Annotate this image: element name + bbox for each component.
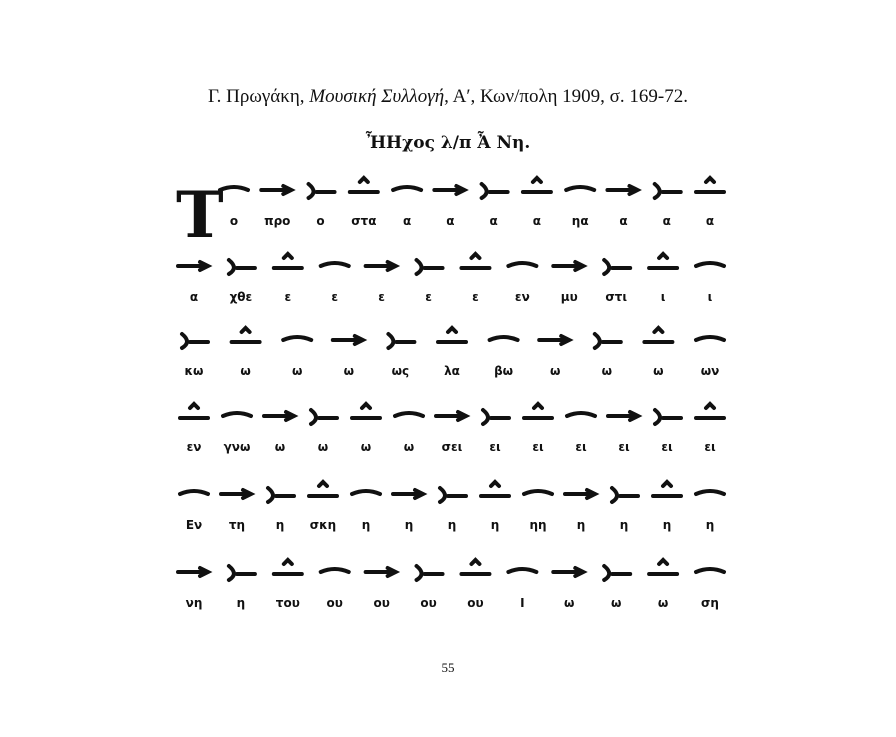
syllable: α [446,214,455,228]
syllable: η [236,596,246,610]
syllable: η [361,518,371,532]
neume-sign [508,263,536,266]
neume-sign [417,260,443,274]
neume-sign [653,482,681,496]
syllable: η [447,518,457,532]
syllable: α [402,214,412,228]
neume-sign [283,337,311,340]
neume-sign [508,569,536,572]
neume-sign [649,560,677,574]
neume-sign [461,254,489,268]
syllable: στα [351,214,377,228]
caption-details: , Α′, Κων/πολη 1909, σ. 169-72. [444,86,689,107]
neume-row [176,480,720,520]
neume-sign [309,184,335,198]
neume-sign [696,263,724,266]
neume-sign [311,410,337,424]
neume-row [176,252,720,292]
syllable: ει [575,440,587,454]
syllable: Εν [185,518,203,532]
syllable: στι [605,290,628,304]
syllable: σει [441,440,463,454]
syllable: ι [707,290,713,304]
neume-sign [696,491,724,494]
syllable: η [619,518,629,532]
neume-sign [523,178,551,192]
syllable: α [532,214,542,228]
neume-sign [553,568,583,576]
neume-sign [393,490,423,498]
neume-sign [440,488,466,502]
neume-sign [483,410,509,424]
syllable: ω [653,364,664,378]
syllable: εν [514,290,530,304]
neume-sign [461,560,489,574]
neume-sign [566,187,594,190]
syllable: του [275,596,300,610]
neume-sign [321,263,349,266]
syllable: ω [564,596,575,610]
neume-sign [180,491,208,494]
syllable: ε [284,290,292,304]
syllable: ει [532,440,544,454]
neume-sign [655,410,681,424]
neume-sign [565,490,595,498]
syllable: ω [240,364,251,378]
syllable: η [275,518,285,532]
syllable: ω [403,440,415,454]
syllable: ου [326,596,343,610]
neume-row [176,558,720,598]
syllable: ε [472,290,479,304]
neume-sign [220,187,248,190]
syllable: προ [264,214,291,228]
neume-sign [178,568,208,576]
neume-line-1 [176,176,720,253]
neume-sign [607,186,637,194]
neume-sign [221,490,251,498]
neume-sign [229,260,255,274]
syllable: ει [661,440,673,454]
neume-sign [436,412,466,420]
syllable: ου [420,596,437,610]
syllable: ου [373,596,390,610]
syllable: ω [343,364,355,378]
neume-sign [178,262,208,270]
syllable: μυ [560,290,578,304]
syllable: ων [700,364,720,378]
neume-sign [490,337,518,340]
syllable: ω [360,440,372,454]
neume-sign [417,566,443,580]
syllable: κω [184,364,204,378]
syllable: ηα [571,214,589,228]
syllable: γνω [223,440,251,454]
neume-row [176,326,720,366]
neume-sign [481,482,509,496]
syllable: α [619,214,628,228]
neume-sign [696,404,724,418]
neume-line-4 [176,402,720,474]
neume-sign [309,482,337,496]
neume-sign [393,187,421,190]
syllable: τη [228,518,246,532]
neume-sign [223,413,251,416]
neume-sign [333,336,363,344]
syllable: α [189,290,199,304]
neume-sign [352,491,380,494]
syllable: σκη [309,518,337,532]
neume-sign [696,178,724,192]
neume-sign [696,569,724,572]
neume-sign [264,412,294,420]
syllable: η [705,518,715,532]
syllable: ει [618,440,630,454]
syllable: α [662,214,671,228]
neume-line-6 [176,558,720,630]
neume-sign [608,412,638,420]
neume-sign [395,413,423,416]
citation-caption [0,86,896,108]
neume-sign [274,560,302,574]
syllable: η [490,518,500,532]
syllable: η [576,518,586,532]
neume-sign [352,404,380,418]
neume-sign [604,566,630,580]
neume-sign [366,262,396,270]
syllable: ω [274,440,286,454]
neume-sign [482,184,508,198]
syllable: ση [701,596,719,610]
syllable: νη [185,596,203,610]
syllable: ω [317,440,329,454]
syllable: ω [601,364,613,378]
syllable: ει [489,440,501,454]
syllable: ε [331,290,339,304]
neume-sign [524,404,552,418]
syllable: χθε [229,290,253,304]
initial-letter: Τ [176,178,224,253]
mode-heading: ἮΗχος λ/π Ἆ Νη. [365,133,531,153]
neume-sign [350,178,378,192]
syllable: ηη [529,518,547,532]
syllable: ε [378,290,385,304]
neume-row [176,176,720,216]
neume-sign [268,488,294,502]
neume-sign [182,334,208,348]
neume-sign [696,337,724,340]
neume-sign [321,569,349,572]
syllable: ω [610,596,622,610]
neume-line-2 [176,252,720,324]
neume-sign [434,186,464,194]
page-number: 55 [441,660,455,675]
neume-sign [366,568,396,576]
neume-sign [232,328,260,342]
syllable: ι [660,290,666,304]
neume-sign [388,334,414,348]
syllable: βω [494,364,514,378]
neume-sign [229,566,255,580]
neume-sign [274,254,302,268]
syllable: εν [186,440,202,454]
syllable: ε [425,290,432,304]
syllable: α [705,214,715,228]
syllable: ο [316,214,325,228]
syllable: ω [291,364,303,378]
neume-sign [539,336,569,344]
neume-sign [649,254,677,268]
neume-sign [644,328,672,342]
neume-row [176,402,720,442]
neume-sign [655,184,681,198]
syllable: ου [467,596,484,610]
caption-title: Μουσική Συλλογή [309,86,445,107]
syllable: λα [444,364,460,378]
syllable: α [489,214,498,228]
neume-sign [261,186,291,194]
neume-sign [567,413,595,416]
neume-line-5 [176,480,720,552]
neume-sign [595,334,621,348]
neume-sign [438,328,466,342]
neume-sign [604,260,630,274]
syllable: η [662,518,672,532]
neume-line-3 [176,326,720,398]
neume-sign [180,404,208,418]
caption-author: Γ. Πρωγάκη, [207,86,310,107]
syllable: η [404,518,414,532]
syllable: ει [704,440,716,454]
syllable: ο [229,214,239,228]
syllable: ω [549,364,561,378]
neume-sign [612,488,638,502]
syllable: ω [657,596,669,610]
syllable: Ι [520,596,525,610]
neume-sign [553,262,583,270]
syllable: ως [391,364,410,378]
neume-sign [524,491,552,494]
